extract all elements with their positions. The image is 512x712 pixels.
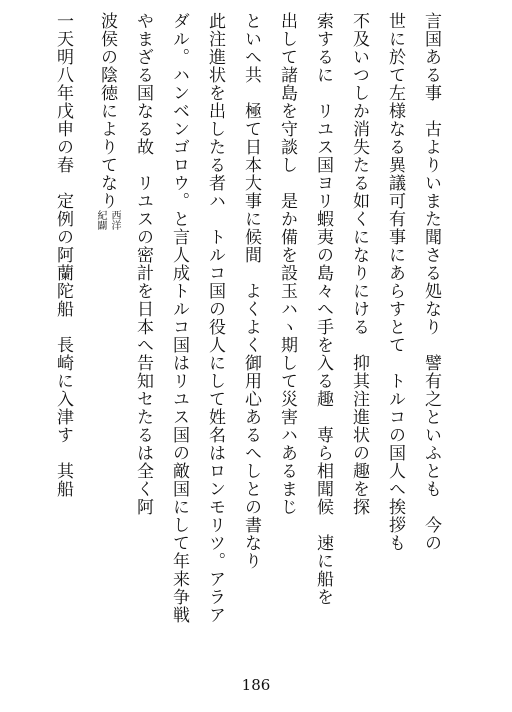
text-column-3: 不及いつしか消失たる如くになりにける 抑其注進状の趣を探 bbox=[349, 12, 369, 516]
text-column-7: 此注進状を出したる者ハ トルコ国の役人にして姓名はロンモリツ。アラア bbox=[205, 12, 225, 624]
text-column-8: ダル。ハンベンゴロウ。と言人成トルコ国はリユス国の敵国にして年来争戦 bbox=[169, 12, 189, 624]
text-column-1: 言国ある事 古よりいまた聞さる処なり 譬有之といふとも 今の bbox=[421, 12, 441, 552]
text-column-6: といへ共 極て日本大事に候間 よくよく御用心あるへしとの書なり bbox=[241, 12, 261, 570]
annotation-line-2: 紀闢 bbox=[95, 210, 106, 230]
inline-annotation bbox=[92, 210, 122, 260]
text-column-2: 世に於て左様なる異議可有事にあらすとて トルコの国人へ挨拶も bbox=[385, 12, 405, 552]
text-column-9: やまざる国なる故 リユスの密計を日本へ告知セたるは全く阿 bbox=[133, 12, 153, 516]
page-number: 186 bbox=[241, 676, 271, 694]
annotation-line-1: 西洋 bbox=[109, 210, 120, 230]
text-column-10: 波侯の陰徳によりてなり bbox=[97, 12, 117, 210]
text-column-11: 一天明八年戊申の春 定例の阿蘭陀船 長崎に入津す 其船 bbox=[53, 12, 73, 498]
text-column-4: 索するに リユス国ヨリ蝦夷の島々へ手を入る趣 専ら相聞候 速に船を bbox=[313, 12, 333, 606]
text-column-5: 出して諸島を守談し 是か備を設玉ハヽ期して災害ハあるまじ bbox=[277, 12, 297, 516]
